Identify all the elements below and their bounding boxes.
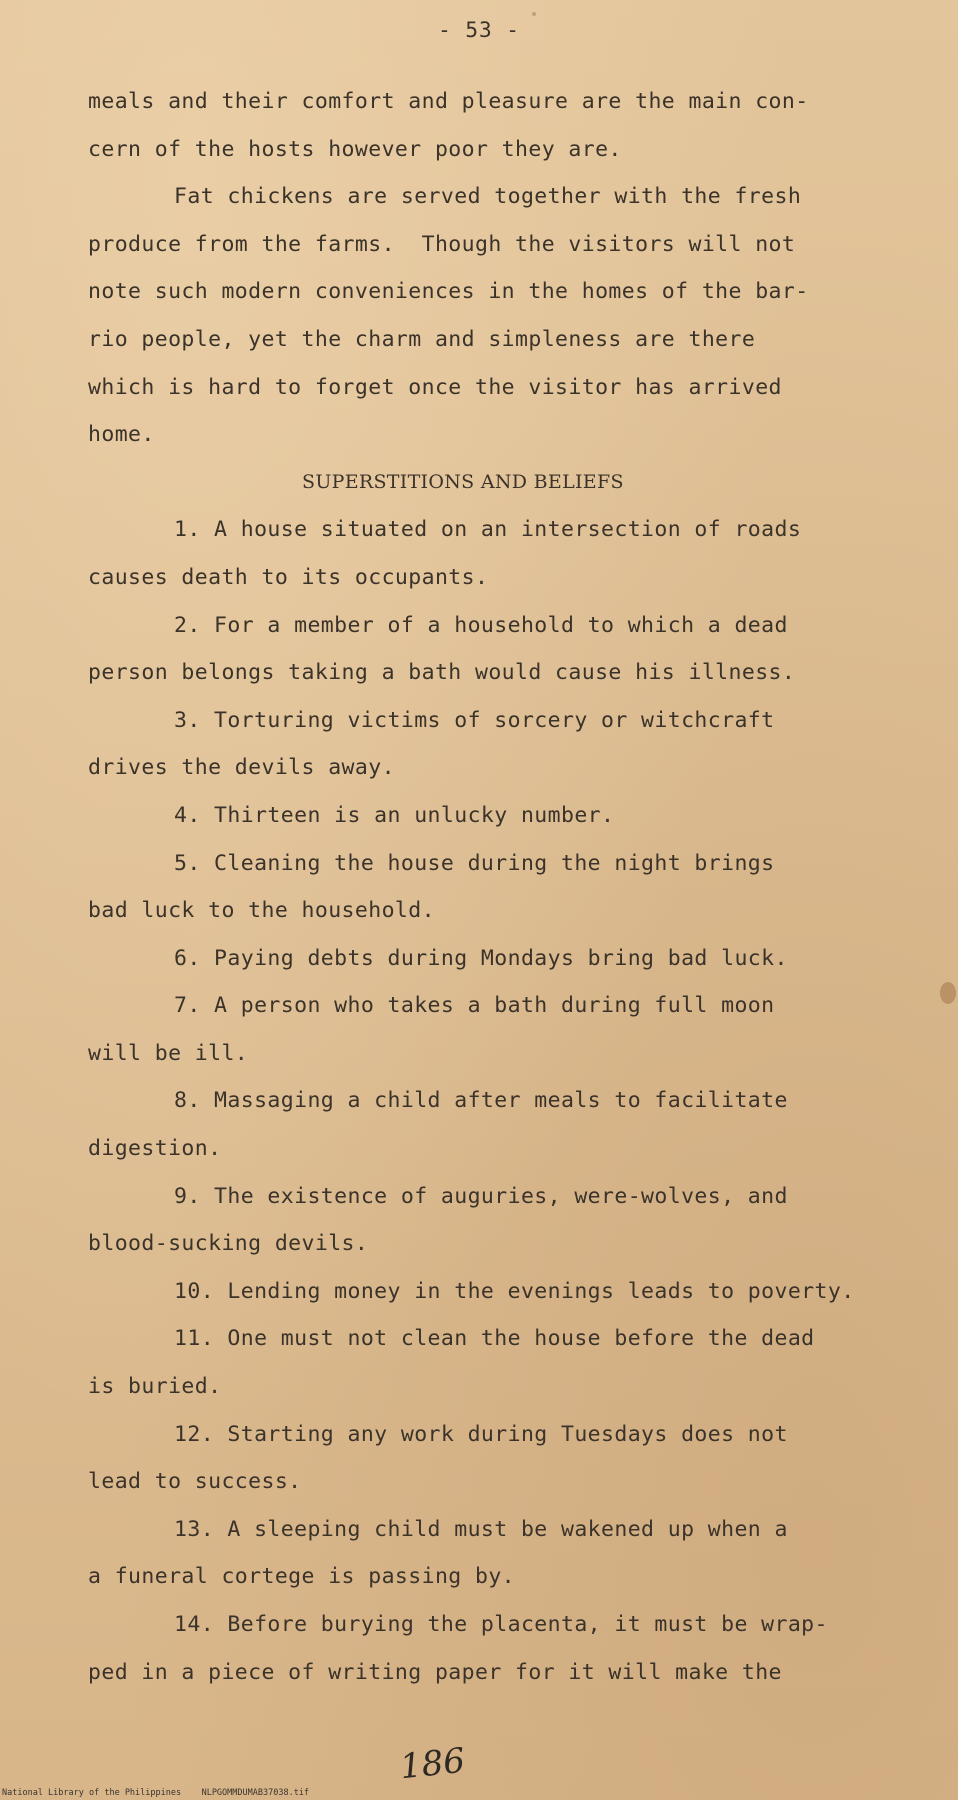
belief-line: 14. Before burying the placenta, it must be wrap- xyxy=(174,1612,828,1637)
paper-stain xyxy=(532,12,536,16)
belief-line: 10. Lending money in the evenings leads to poverty. xyxy=(174,1278,855,1304)
text-line: note such modern conveniences in the homes of the bar- xyxy=(88,279,809,305)
belief-line: 4. Thirteen is an unlucky number. xyxy=(174,802,615,828)
belief-line: digestion. xyxy=(88,1136,222,1162)
handwritten-page-number: 186 xyxy=(398,1740,467,1788)
text-line: home. xyxy=(88,422,155,448)
belief-line: blood-sucking devils. xyxy=(88,1231,369,1257)
belief-line: lead to success. xyxy=(88,1469,302,1495)
belief-line: 7. A person who takes a bath during full moon xyxy=(174,993,775,1019)
page-number: - 53 - xyxy=(438,18,520,42)
belief-line: causes death to its occupants. xyxy=(88,564,489,590)
belief-line: 3. Torturing victims of sorcery or witchcraft xyxy=(174,707,775,733)
text-line: rio people, yet the charm and simpleness are there xyxy=(88,326,756,352)
belief-line: bad luck to the household. xyxy=(88,898,435,924)
section-heading: SUPERSTITIONS AND BELIEFS xyxy=(302,470,624,493)
paper-stain xyxy=(940,982,956,1004)
body-text xyxy=(88,78,888,1696)
text-line: cern of the hosts however poor they are. xyxy=(88,136,622,162)
belief-line: 6. Paying debts during Mondays bring bad luck. xyxy=(174,945,788,971)
belief-line: drives the devils away. xyxy=(88,755,395,781)
belief-line: ped in a piece of writing paper for it will make the xyxy=(88,1659,782,1685)
text-line: meals and their comfort and pleasure are the main con- xyxy=(88,89,809,114)
belief-line: 11. One must not clean the house before the dead xyxy=(174,1326,815,1352)
belief-line: 1. A house situated on an intersection of roads xyxy=(174,517,802,543)
belief-line: 13. A sleeping child must be wakened up when a xyxy=(174,1516,788,1542)
belief-line: 9. The existence of auguries, were-wolves, and xyxy=(174,1183,788,1209)
belief-line: 12. Starting any work during Tuesdays does not xyxy=(174,1421,788,1447)
belief-line: will be ill. xyxy=(88,1040,249,1066)
archive-footer-label: National Library of the Philippines NLPGOMMDUMAB37038.tif xyxy=(2,1788,310,1798)
text-line: which is hard to forget once the visitor has arrived xyxy=(88,374,782,400)
belief-line: 2. For a member of a household to which a dead xyxy=(174,612,788,638)
belief-line: 5. Cleaning the house during the night brings xyxy=(174,850,775,876)
text-line: Fat chickens are served together with the fresh xyxy=(174,184,802,210)
belief-line: a funeral cortege is passing by. xyxy=(88,1564,516,1590)
belief-line: is buried. xyxy=(88,1374,222,1400)
belief-line: 8. Massaging a child after meals to facilitate xyxy=(174,1088,788,1114)
text-line: produce from the farms. Though the visitors will not xyxy=(88,231,796,257)
belief-line: person belongs taking a bath would cause his illness. xyxy=(88,660,796,686)
